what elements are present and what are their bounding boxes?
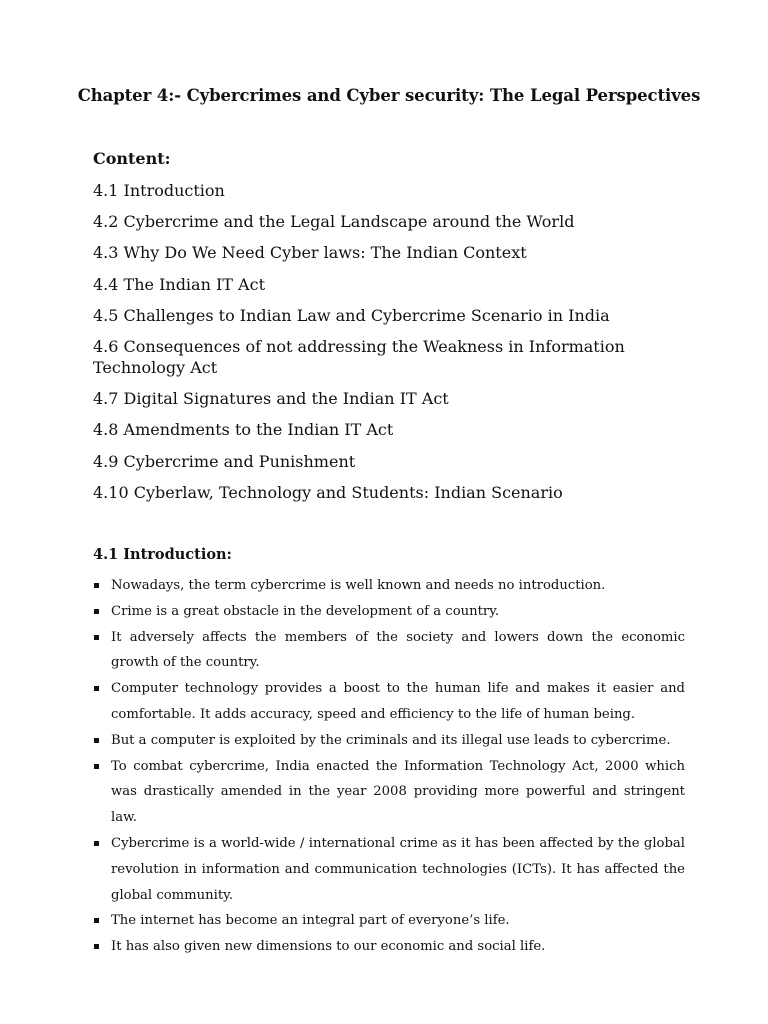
introduction-bullet-list xyxy=(93,573,685,960)
toc-item-4-8: 4.8 Amendments to the Indian IT Act xyxy=(93,420,394,440)
section-heading-introduction: 4.1 Introduction: xyxy=(93,546,232,563)
bullet-item xyxy=(93,754,685,831)
bullet-text: To combat cybercrime, India enacted the Information Technology Act, 2000 which was drastically amended in the year 2008 providing more powerful and stringent law. xyxy=(111,758,685,826)
bullet-item xyxy=(93,831,685,908)
bullet-item xyxy=(93,625,685,677)
bullet-item xyxy=(93,573,685,599)
square-bullet-icon xyxy=(94,609,99,614)
bullet-text: Crime is a great obstacle in the development of a country. xyxy=(111,603,500,619)
square-bullet-icon xyxy=(94,944,99,949)
square-bullet-icon xyxy=(94,918,99,923)
bullet-item xyxy=(93,599,685,625)
square-bullet-icon xyxy=(94,635,99,640)
toc-item-4-2: 4.2 Cybercrime and the Legal Landscape around the World xyxy=(93,212,575,232)
toc-item-4-7: 4.7 Digital Signatures and the Indian IT Act xyxy=(93,389,449,409)
chapter-title: Chapter 4:- Cybercrimes and Cyber security: The Legal Perspectives xyxy=(77,86,701,105)
square-bullet-icon xyxy=(94,583,99,588)
bullet-text: It has also given new dimensions to our economic and social life. xyxy=(111,939,546,955)
toc-item-4-1: 4.1 Introduction xyxy=(93,181,225,200)
toc-item-4-6: 4.6 Consequences of not addressing the Weakness in Information Technology Act xyxy=(93,336,625,377)
toc-item-4-4: 4.4 The Indian IT Act xyxy=(93,274,265,294)
square-bullet-icon xyxy=(94,841,99,846)
bullet-item xyxy=(93,728,685,754)
content-heading: Content: xyxy=(93,149,171,168)
square-bullet-icon xyxy=(94,738,99,743)
toc-item-4-5: 4.5 Challenges to Indian Law and Cybercrime Scenario in India xyxy=(93,305,610,325)
table-of-contents xyxy=(93,180,653,513)
bullet-item xyxy=(93,676,685,728)
bullet-text: The internet has become an integral part of everyone’s life. xyxy=(111,913,510,929)
bullet-text: Computer technology provides a boost to the human life and makes it easier and comfortable. It adds accuracy, speed and efficiency to the life of human being. xyxy=(111,681,685,722)
toc-item-4-10: 4.10 Cyberlaw, Technology and Students: Indian Scenario xyxy=(93,482,563,502)
bullet-text: Nowadays, the term cybercrime is well known and needs no introduction. xyxy=(111,578,606,593)
bullet-text: But a computer is exploited by the criminals and its illegal use leads to cybercrime. xyxy=(111,732,671,748)
bullet-item xyxy=(93,908,685,934)
square-bullet-icon xyxy=(94,686,99,691)
bullet-text: It adversely affects the members of the society and lowers down the economic growth of the country. xyxy=(111,629,685,671)
bullet-text: Cybercrime is a world-wide / international crime as it has been affected by the global revolution in information and communication technologies (ICTs). It has affected the global community. xyxy=(111,835,685,903)
square-bullet-icon xyxy=(94,764,99,769)
bullet-item xyxy=(93,934,685,960)
toc-item-4-3: 4.3 Why Do We Need Cyber laws: The Indian Context xyxy=(93,243,527,263)
toc-item-4-9: 4.9 Cybercrime and Punishment xyxy=(93,451,356,471)
